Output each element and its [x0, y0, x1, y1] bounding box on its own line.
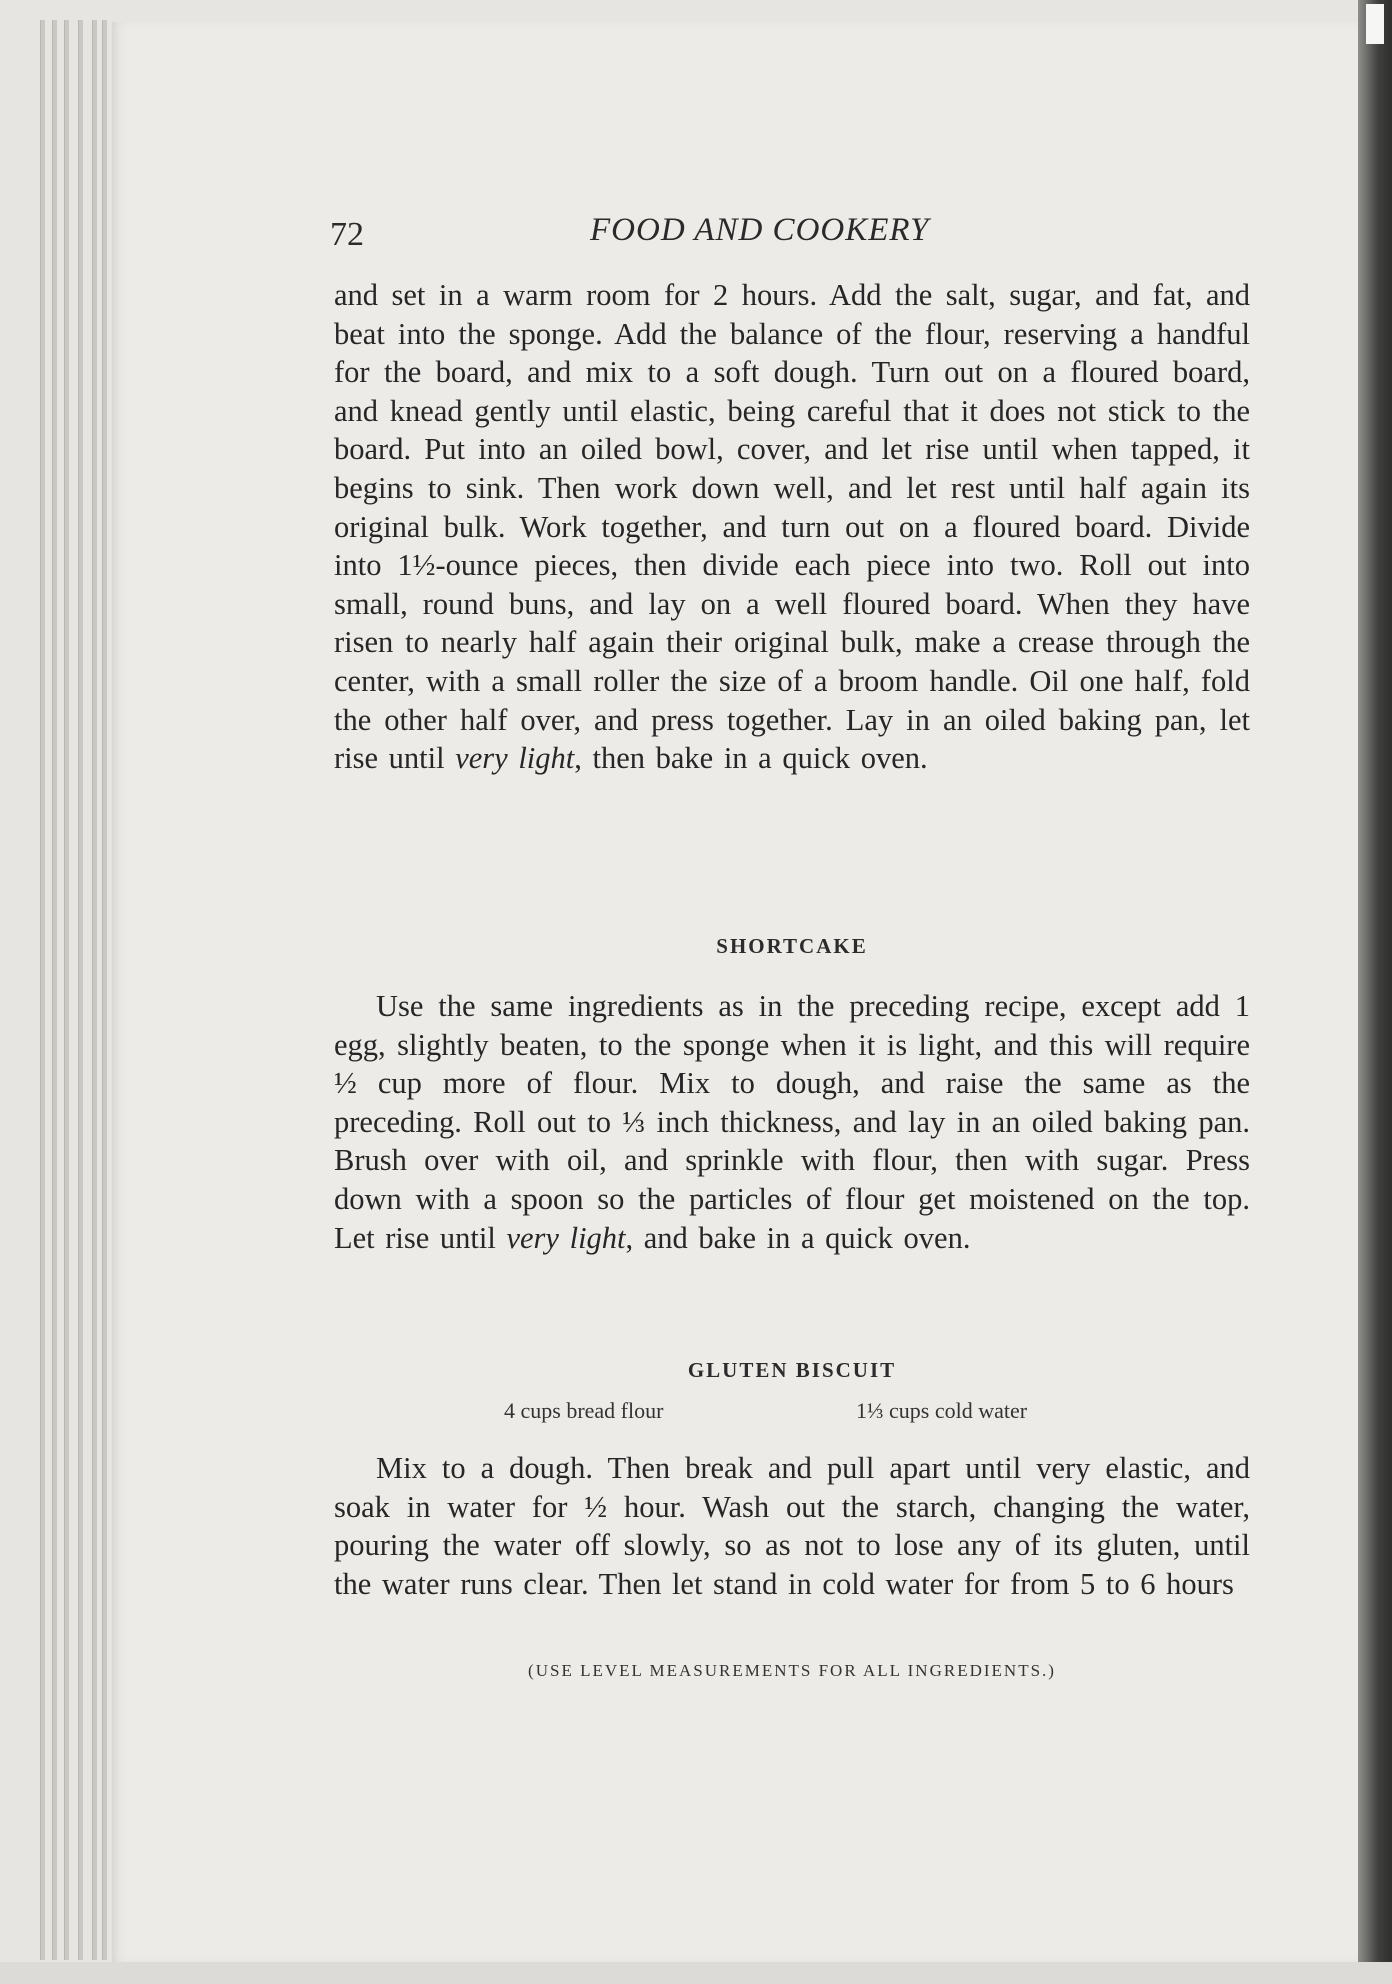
page-header [330, 212, 1250, 262]
binding-shadow [1358, 0, 1392, 1984]
page-edge [64, 20, 69, 1960]
scan-bottom-band [0, 1962, 1392, 1984]
gluten-biscuit-recipe [334, 1449, 1250, 1603]
scan-corner-mark [1366, 4, 1384, 44]
page-edge [78, 20, 83, 1960]
page-number: 72 [330, 216, 364, 253]
gluten-biscuit-heading: GLUTEN BISCUIT [687, 1358, 897, 1382]
page-edge [92, 20, 97, 1960]
continued-recipe-text [334, 276, 1250, 778]
emphasis-text: very light [455, 741, 575, 776]
page-edge [102, 20, 107, 1960]
emphasis-text: very light [506, 1220, 626, 1255]
paragraph-text: , and bake in a quick oven. [625, 1220, 971, 1255]
running-title: FOOD AND COOKERY [590, 212, 930, 248]
shortcake-paragraph [334, 987, 1250, 1257]
gluten-biscuit-paragraph: Mix to a dough. Then break and pull apart until very elastic, and soak in water for ½ hour. Wash out the starch, changing the water, pouring the water off slowly, so as not to lose any of its gluten, until the water runs clear. Then let stand in cold water for from 5 to 6 hours [334, 1451, 1250, 1601]
footer-note: (USE LEVEL MEASUREMENTS FOR ALL INGREDIENTS.) [528, 1661, 1056, 1680]
ingredient-list [334, 1398, 1250, 1430]
ingredient-item: 4 cups bread flour [504, 1398, 664, 1423]
paragraph-text: and set in a warm room for 2 hours. Add the salt, sugar, and fat, and beat into the sponge. Add the balance of the flour, reserving a handful for the board, and mix to a soft dough. Turn out on a floured board, and knead gently until elastic, being careful that it does not stick to the board. Put into an oiled bowl, cover, and let rise until when tapped, it begins to sink. Then work down well, and let rest until half again its original bulk. Work together, and turn out on a floured board. Divide into 1½-ounce pieces, then divide each piece into two. Roll out into small, round buns, and lay on a well floured board. When they have risen to nearly half again their original bulk, make a crease through the center, with a small roller the size of a broom handle. Oil one half, fold the other half over, and press together. Lay in an oiled baking pan, let rise until [334, 278, 1250, 776]
page-edge [40, 20, 45, 1960]
paragraph-text: , then bake in a quick oven. [574, 741, 928, 776]
paragraph-text: Use the same ingredients as in the preceding recipe, except add 1 egg, slightly beaten, to the sponge when it is light, and this will require ½ cup more of flour. Mix to dough, and raise the same as the preceding. Roll out to ⅓ inch thickness, and lay in an oiled baking pan. Brush over with oil, and sprinkle with flour, then with sugar. Press down with a spoon so the particles of flour get moistened on the top. Let rise until [334, 989, 1250, 1255]
shortcake-heading: SHORTCAKE [716, 934, 868, 958]
page-edge [52, 20, 57, 1960]
shortcake-recipe [334, 987, 1250, 1257]
continued-paragraph [334, 276, 1250, 778]
ingredient-item: 1⅓ cups cold water [856, 1398, 1028, 1423]
